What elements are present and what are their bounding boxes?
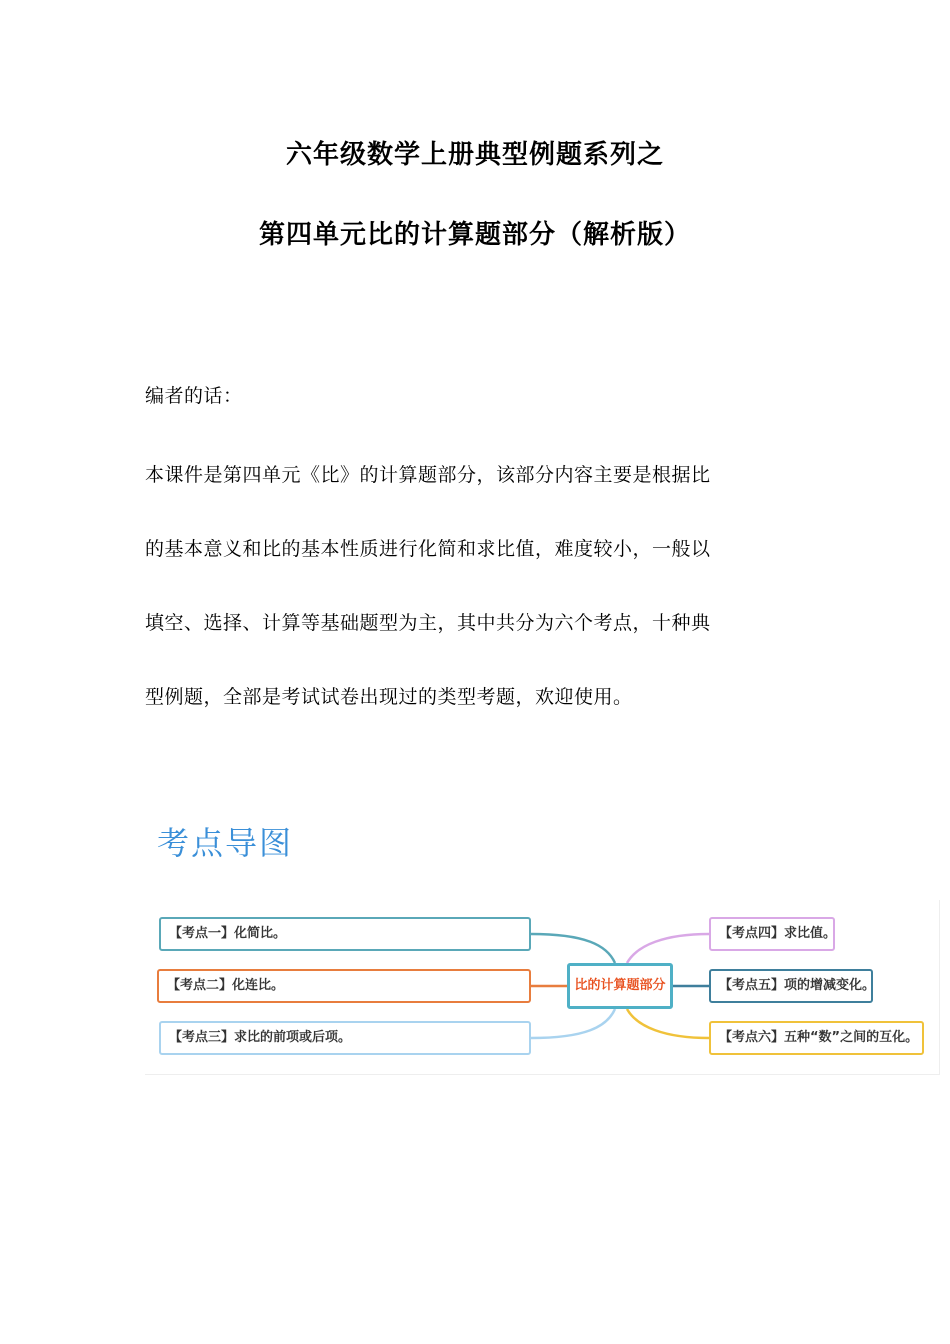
connector-node-1 (531, 934, 615, 963)
connector-node-4 (627, 934, 709, 963)
mindmap-node-kaodian-5: 【考点五】项的增减变化。 (709, 969, 873, 1003)
document-title-line-1: 六年级数学上册典型例题系列之 (285, 140, 664, 170)
intro-paragraph-line: 型例题，全部是考试试卷出现过的类型考题，欢迎使用。 (145, 686, 633, 708)
connector-node-6 (627, 1009, 709, 1038)
intro-paragraph-line: 本课件是第四单元《比》的计算题部分，该部分内容主要是根据比 (145, 464, 711, 486)
intro-label: 编者的话： (145, 385, 243, 407)
intro-paragraph-line: 填空、选择、计算等基础题型为主，其中共分为六个考点，十种典 (145, 612, 711, 634)
mindmap-node-kaodian-4: 【考点四】求比值。 (709, 917, 835, 951)
mindmap-node-kaodian-6: 【考点六】五种“数”之间的互化。 (709, 1021, 924, 1055)
mindmap-node-kaodian-3: 【考点三】求比的前项或后项。 (159, 1021, 531, 1055)
mindmap-center-node: 比的计算题部分 (567, 963, 673, 1009)
mindmap-node-kaodian-1: 【考点一】化简比。 (159, 917, 531, 951)
mindmap-heading: 考点导图 (157, 824, 294, 862)
mindmap-diagram (145, 900, 940, 1075)
connector-node-3 (531, 1009, 615, 1038)
intro-paragraph-line: 的基本意义和比的基本性质进行化简和求比值，难度较小，一般以 (145, 538, 711, 560)
document-title-line-2: 第四单元比的计算题部分（解析版） (258, 220, 691, 250)
mindmap-node-kaodian-2: 【考点二】化连比。 (157, 969, 531, 1003)
